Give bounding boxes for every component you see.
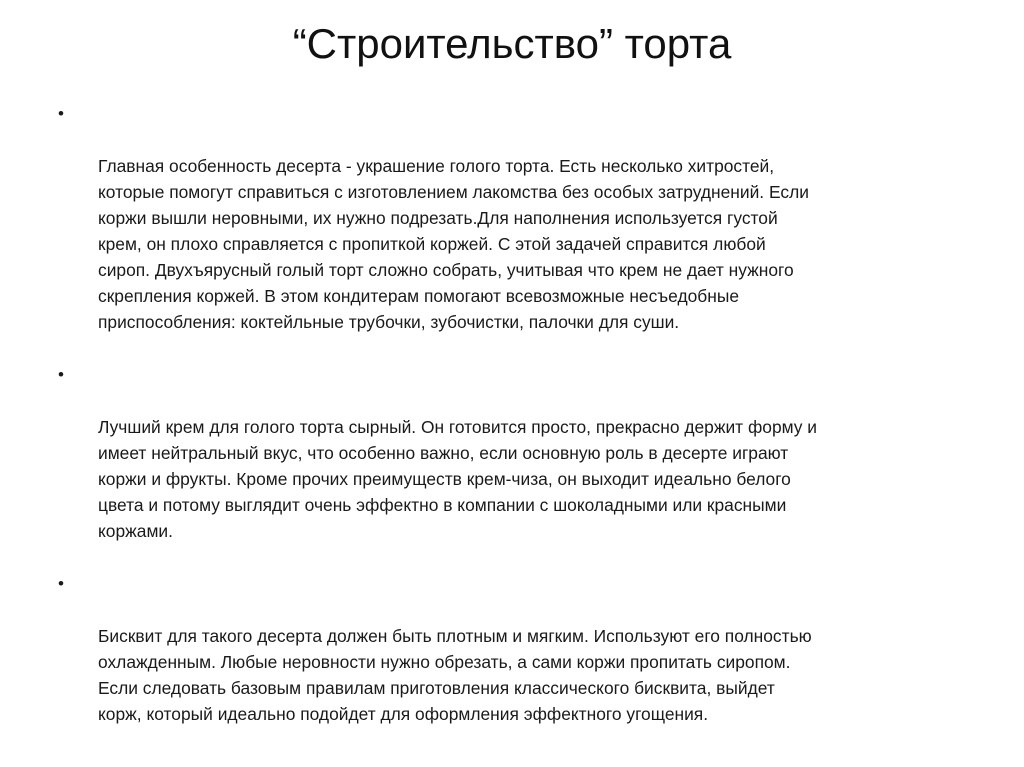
bullet-text: Бисквит для такого десерта должен быть плотным и мягким. Используют его полностью охлажденным. Любые неровности нужно обрезать, а сами коржи пропитать сиропом. Если следовать базовым правилам приготовления классического бисквита, выйдет корж, который идеально подойдет для оформления эффектного угощения. (98, 626, 812, 724)
bullet-dot-icon: • (58, 574, 64, 593)
bullet-item (58, 101, 978, 335)
bullet-text: Главная особенность десерта - украшение голого торта. Есть несколько хитростей, которые помогут справиться с изготовлением лакомства без особых затруднений. Если коржи вышли неровными, их нужно подрезать.Для наполнения используется густой крем, он плохо справляется с пропиткой коржей. С этой задачей справится любой сироп. Двухъярусный голый торт сложно собрать, учитывая что крем не дает нужного скрепления коржей. В этом кондитерам помогают всевозможные несъедобные приспособления: коктейльные трубочки, зубочистки, палочки для суши. (98, 156, 809, 332)
bullet-dot-icon: • (58, 365, 64, 384)
bullet-dot-icon: • (58, 104, 64, 123)
bullet-text: Лучший крем для голого торта сырный. Он готовится просто, прекрасно держит форму и имеет нейтральный вкус, что особенно важно, если основную роль в десерте играют коржи и фрукты. Кроме прочих преимуществ крем-чиза, он выходит идеально белого цвета и потому выглядит очень эффектно в компании с шоколадными или красными коржами. (98, 417, 818, 541)
bullet-list (58, 101, 978, 727)
bullet-item (58, 362, 978, 544)
bullet-item (58, 571, 978, 727)
slide-title: “Строительство” торта (292, 20, 732, 67)
